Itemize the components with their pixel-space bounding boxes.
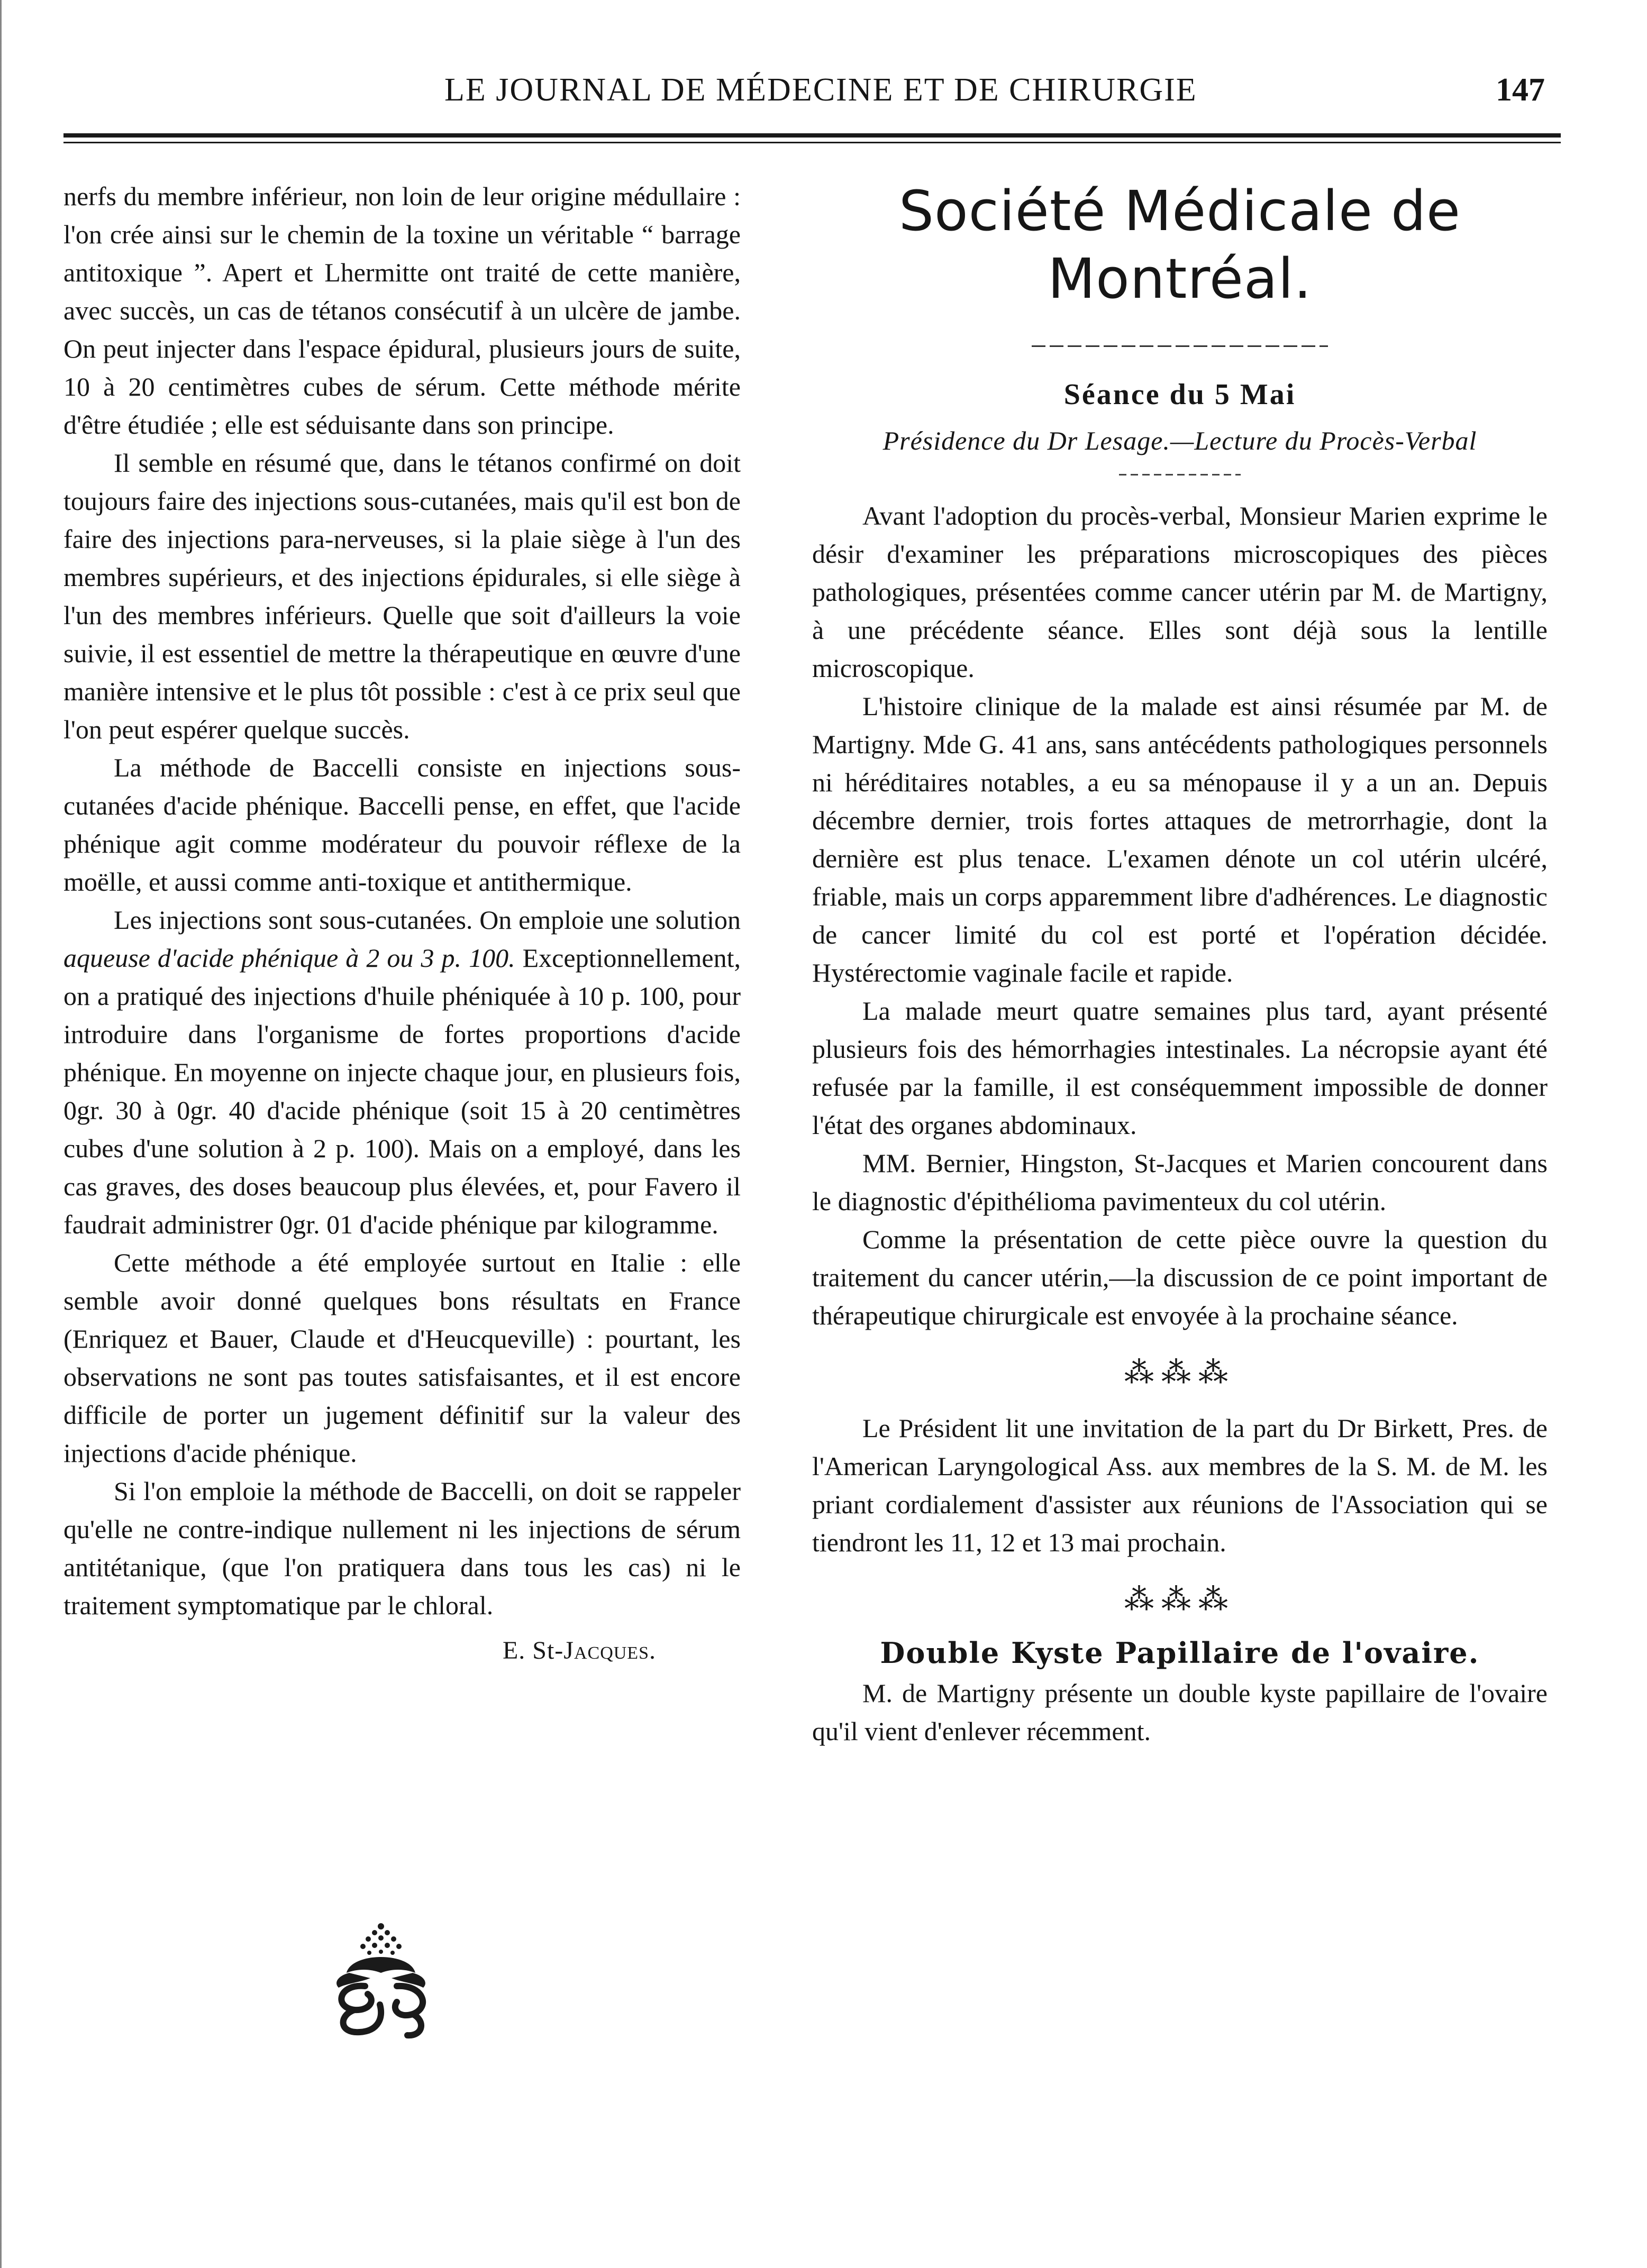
title-separator — [1032, 345, 1328, 347]
paragraph-diagnosis: MM. Bernier, Hingston, St-Jacques et Marien concourent dans le diagnostic d'épithélioma pavimenteux du col utérin. — [812, 1148, 1548, 1216]
page-header — [63, 71, 1561, 119]
seance-heading: Séance du 5 Mai — [1063, 378, 1296, 411]
signature-initial: E. St-J — [502, 1636, 574, 1665]
page-number: 147 — [1496, 72, 1545, 108]
author-signature — [63, 1636, 741, 1665]
paragraph-summary: Il semble en résumé que, dans le tétanos confirmé on doit toujours faire des injections sous-cutanées, mais qu'il est bon de faire des injections para-nerveuses, si la plaie siège à l'un des membres supérieurs, et des injections épidurales, si elle siège à l'un des membres inférieurs. Quelle que soit d'ailleurs la voie suivie, il est essentiel de mettre la thérapeutique en œuvre d'une manière intensive et le plus tôt possible : c'est à ce prix seul que l'on peut espérer quelque succès. — [63, 448, 741, 744]
paragraph-injections — [63, 901, 741, 1243]
paragraph-continuation: nerfs du membre inférieur, non loin de leur origine médullaire : l'on crée ainsi sur le chemin de la toxine un véritable “ barrage antitoxique ”. Apert et Lhermitte ont traité de cette manière, avec succès, un cas de tétanos consécutif à un ulcère de jambe. On peut injecter dans l'espace épidural, plusieurs jours de suite, 10 à 20 centimètres cubes de sérum. Cette méthode mérite d'être étudiée ; elle est séduisante dans son principe. — [63, 181, 741, 440]
injections-italic: aqueuse d'acide phénique à 2 ou 3 p. 100. — [63, 943, 515, 973]
society-title-line2: Montréal. — [1048, 246, 1312, 311]
paragraph-discussion: Comme la présentation de cette pièce ouvre la question du traitement du cancer utérin,—la discussion de ce point important de thérapeutique chirurgicale est envoyée à la prochaine séance. — [812, 1224, 1548, 1330]
header-rule-thick — [63, 133, 1561, 138]
paragraph-invitation: Le Président lit une invitation de la part du Dr Birkett, Pres. de l'American Laryngological Ass. aux membres de la S. M. de M. les priant cordialement d'assister aux réunions de l'Association qui se tiendront les 11, 12 et 13 mai prochain. — [812, 1413, 1548, 1557]
presidence-separator — [1119, 474, 1241, 475]
right-column — [812, 177, 1548, 1750]
paragraph-kyste: M. de Martigny présente un double kyste papillaire de l'ovaire qu'il vient d'enlever récemment. — [812, 1678, 1548, 1746]
injections-text-start: Les injections sont sous-cutanées. On emploie une solution — [114, 905, 741, 935]
society-title — [812, 177, 1548, 313]
society-title-line1: Société Médicale de — [899, 179, 1461, 243]
running-title: LE JOURNAL DE MÉDECINE ET DE CHIRURGIE — [444, 72, 1197, 108]
paragraph-conclusion: Si l'on emploie la méthode de Baccelli, on doit se rappeler qu'elle ne contre-indique nullement ni les injections de sérum antitétanique, (que l'on pratiquera dans tous les cas) ni le traitement symptomatique par le chloral. — [63, 1476, 741, 1620]
paragraph-outcome: La malade meurt quatre semaines plus tard, ayant présenté plusieurs fois des hémorrhagies intestinales. La nécropsie ayant été refusée par la famille, il est conséquemment impossible de donner l'état des organes abdominaux. — [812, 996, 1548, 1140]
injections-text-end: Exceptionnellement, on a pratiqué des injections d'huile phéniquée à 10 p. 100, pour introduire dans l'organisme de fortes proportions d'acide phénique. En moyenne on injecte chaque jour, en plusieurs fois, 0gr. 30 à 0gr. 40 d'acide phénique (soit 15 à 20 centimètres cubes d'une solution à 2 p. 100). Mais on a employé, dans les cas graves, des doses beaucoup plus élevées, et, pour Favero il faudrait administrer 0gr. 01 d'acide phénique par kilogramme. — [63, 943, 741, 1239]
header-rule-thin — [63, 142, 1561, 143]
fleuron-ornament-icon — [317, 1920, 444, 2042]
presidence-line: Présidence du Dr Lesage.—Lecture du Procès-Verbal — [882, 426, 1477, 455]
paragraph-adoption: Avant l'adoption du procès-verbal, Monsieur Marien exprime le désir d'examiner les préparations microscopiques des pièces pathologiques, présentées comme cancer utérin par M. de Martigny, à une précédente séance. Elles sont déjà sous la lentille microscopique. — [812, 501, 1548, 683]
signature-rest: acques. — [574, 1636, 656, 1665]
paragraph-baccelli-method: La méthode de Baccelli consiste en injections sous-cutanées d'acide phénique. Baccelli pense, en effet, que l'acide phénique agit comme modérateur du pouvoir réflexe de la moëlle, et aussi comme anti-toxique et antithermique. — [63, 753, 741, 897]
left-column — [63, 177, 741, 1665]
paragraph-italy: Cette méthode a été employée surtout en Italie : elle semble avoir donné quelques bons résultats en France (Enriquez et Bauer, Claude et d'Heucqueville) : pourtant, les observations ne sont pas toutes satisfaisantes, et il est encore difficile de porter un jugement définitif sur la valeur des injections d'acide phénique. — [63, 1248, 741, 1468]
paragraph-clinical-history: L'histoire clinique de la malade est ainsi résumée par M. de Martigny. Mde G. 41 ans, sans antécédents pathologiques personnels ni héréditaires notables, a eu sa ménopause il y a un an. Depuis décembre dernier, trois fortes attaques de metrorrhagie, dont la dernière est plus tenace. L'examen dénote un col utérin ulcéré, friable, mais un corps apparemment libre d'adhérences. Le diagnostic de cancer limité du col est porté et l'opération décidée. Hystérectomie vaginale facile et rapide. — [812, 691, 1548, 987]
kyste-heading: Double Kyste Papillaire de l'ovaire. — [880, 1636, 1480, 1670]
page-edge-mark — [0, 0, 4, 2268]
asterism-separator: ⁂⁂⁂ — [1124, 1357, 1235, 1389]
asterism-separator-2: ⁂⁂⁂ — [1124, 1584, 1235, 1616]
